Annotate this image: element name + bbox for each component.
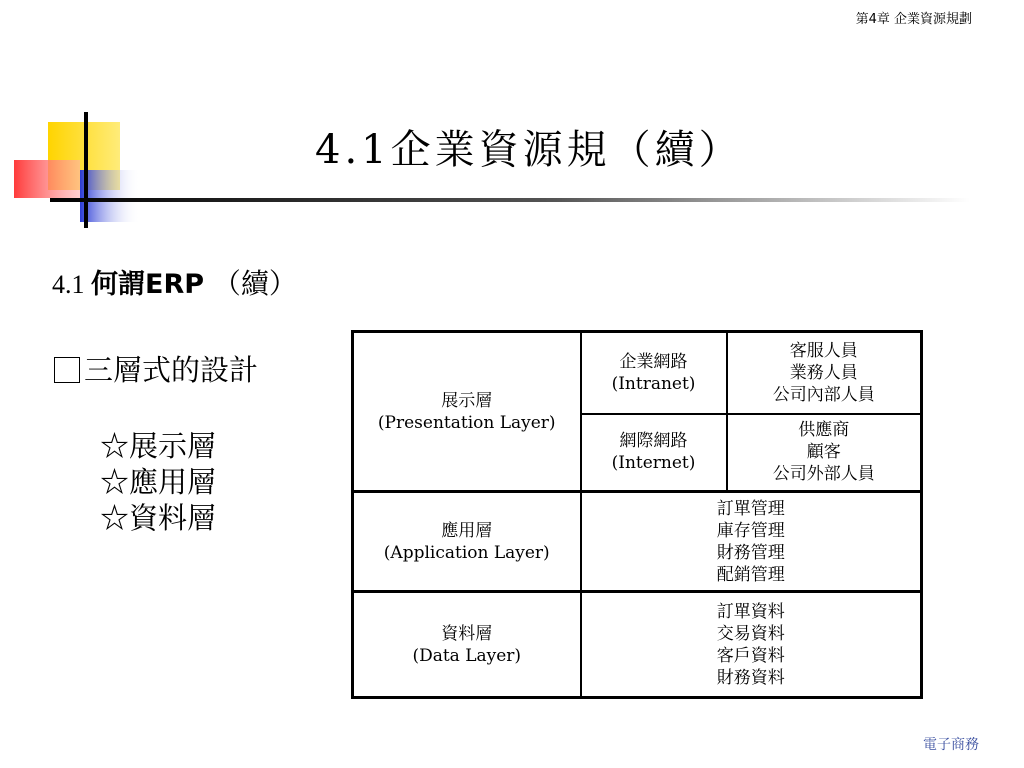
data-layer-cell: 資料層 (Data Layer) — [353, 592, 581, 698]
data-items-cell: 訂單資料 交易資料 客戶資料 財務資料 — [581, 592, 922, 698]
section-number: 4.1 — [52, 270, 91, 299]
main-bullet — [54, 348, 258, 389]
presentation-layer-cell: 展示層 (Presentation Layer) — [353, 332, 581, 492]
application-items-cell: 訂單管理 庫存管理 財務管理 配銷管理 — [581, 492, 922, 592]
footer-label: 電子商務 — [923, 737, 979, 753]
square-bullet-icon — [54, 357, 80, 383]
title-underline — [50, 198, 970, 202]
internet-users-cell: 供應商 顧客 公司外部人員 — [727, 414, 922, 492]
intranet-cell: 企業網路 (Intranet) — [581, 332, 727, 414]
application-layer-cell: 應用層 (Application Layer) — [353, 492, 581, 592]
chapter-label: 第4章 企業資源規劃 — [855, 12, 972, 27]
section-suffix: （續） — [204, 267, 297, 300]
sub-bullet-list — [100, 428, 216, 536]
three-tier-table — [351, 330, 923, 699]
slide-title: 4.1企業資源規（續） — [315, 127, 743, 173]
sub-bullet-data: ☆資料層 — [100, 501, 217, 535]
internet-cell: 網際網路 (Internet) — [581, 414, 727, 492]
section-name: 何謂ERP — [91, 269, 205, 300]
sub-bullet-presentation: ☆展示層 — [100, 429, 217, 463]
section-heading — [52, 262, 297, 302]
red-square — [14, 160, 80, 198]
blue-square — [80, 170, 140, 222]
sub-bullet-application: ☆應用層 — [100, 465, 217, 499]
intranet-users-cell: 客服人員 業務人員 公司內部人員 — [727, 332, 922, 414]
main-bullet-text: 三層式的設計 — [84, 353, 259, 387]
vertical-bar — [84, 112, 88, 228]
